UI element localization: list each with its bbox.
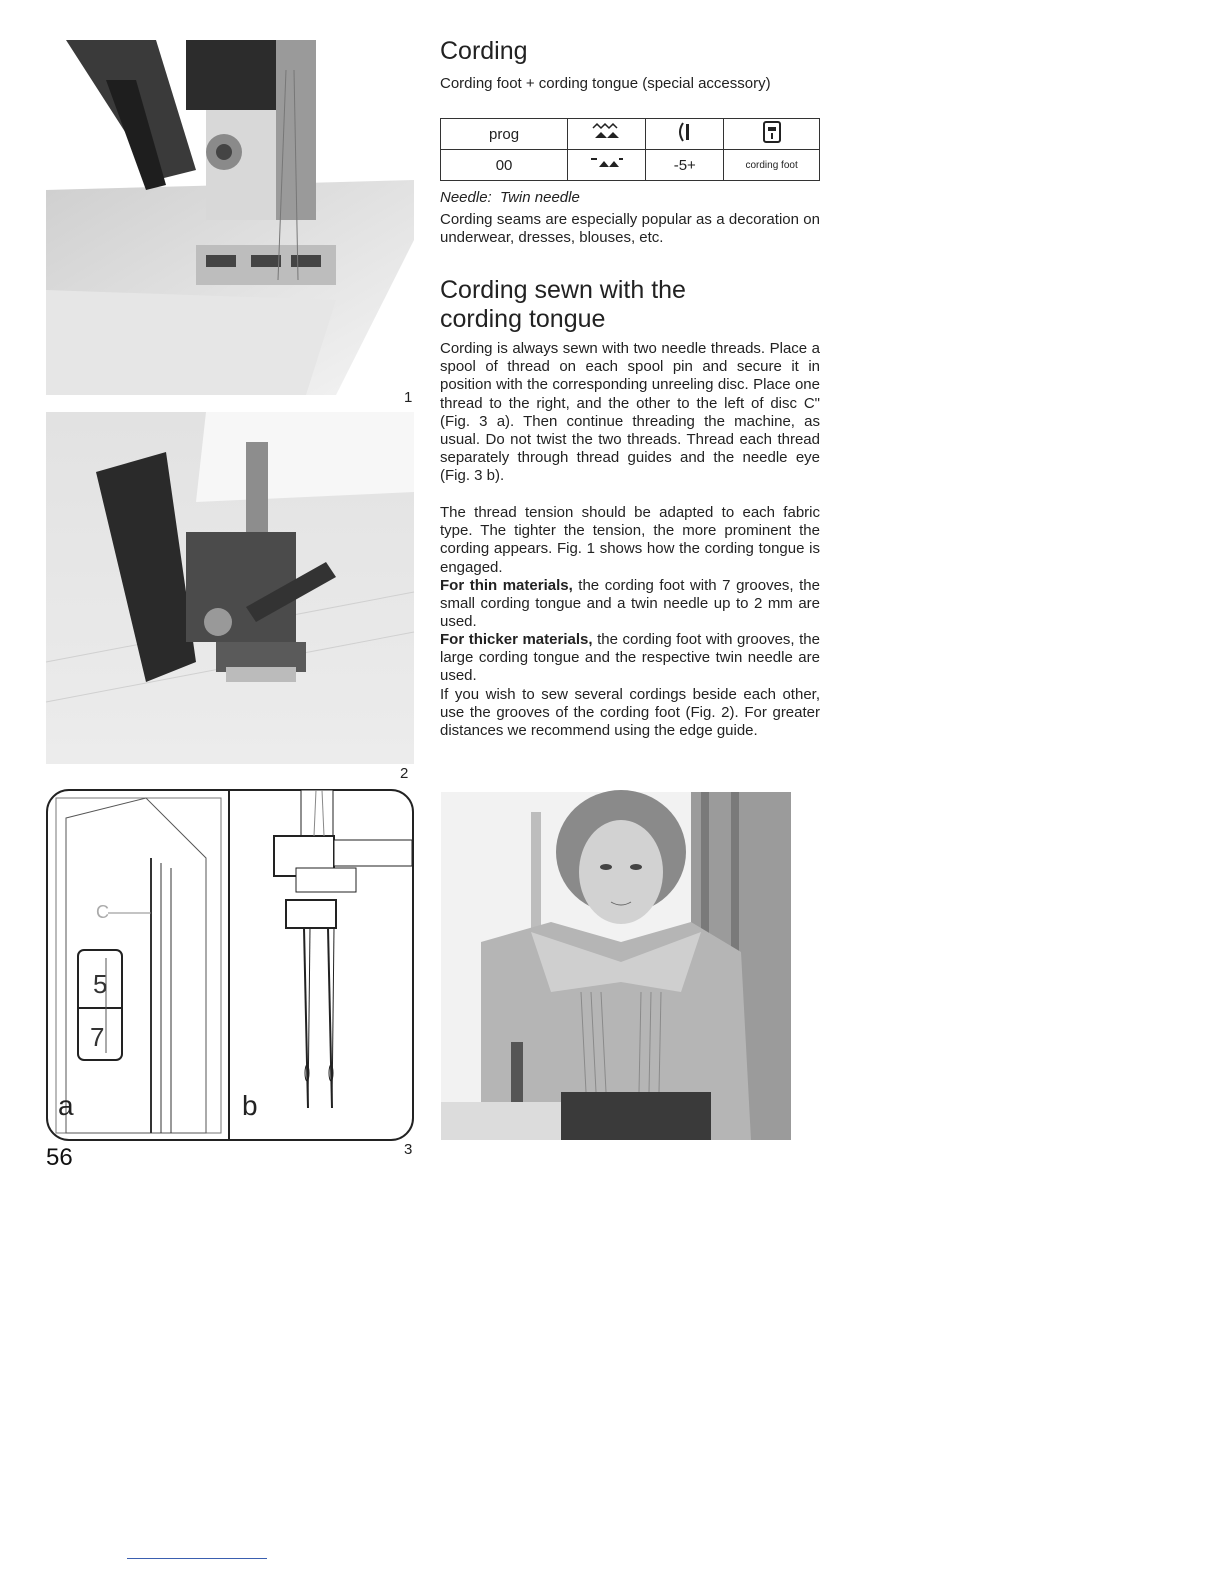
program-header: prog — [441, 119, 568, 150]
figure-2-label: 2 — [400, 765, 409, 782]
presser-foot-photo-icon — [46, 412, 414, 764]
paragraph-threading: Cording is always sewn with two needle threads. Place a spool of thread on each spool pin and secure it in position with the corresponding unreeling disc. Place one thread to the right, and the other to the left of disc C" (Fig. 3 a). Then continue threading the machine, as usual. Do not twist the two threads. Thread each thread separately through thread guides and the needle eye (Fig. 3 b). — [440, 340, 820, 485]
woman-in-corded-blouse-photo-icon — [441, 792, 791, 1140]
cording-description: Cording seams are especially popular as a decoration on underwear, dresses, blouses, etc. — [440, 211, 820, 247]
figure-2-photo — [46, 412, 414, 764]
figure-3-diagram — [46, 788, 416, 1142]
text-column — [438, 30, 820, 770]
needle-value: Twin needle — [500, 189, 580, 206]
svg-text:C: C — [96, 902, 109, 922]
stitch-pattern-icon — [568, 119, 646, 150]
paragraph-several-cordings: If you wish to sew several cordings beside each other, use the grooves of the cording foot (Fig. 2). For greater distances we recommend using the edge guide. — [440, 686, 820, 740]
page-number: 56 — [46, 1144, 73, 1171]
footer-rule — [127, 1558, 267, 1559]
program-value: 00 — [441, 150, 568, 181]
presser-foot-icon — [724, 119, 820, 150]
stitch-length-value: -5+ — [646, 150, 724, 181]
title-line-2: cording tongue — [440, 305, 606, 333]
thin-materials-lead: For thin materials, — [440, 577, 573, 594]
presser-foot-value: cording foot — [724, 150, 820, 181]
figure-3a-label: a — [58, 1090, 74, 1121]
figure-1-photo — [46, 40, 414, 395]
paragraph-thin-materials — [440, 577, 820, 632]
thick-materials-text: the cording foot with grooves, the large cording tongue and the respective twin needle are used. — [440, 631, 820, 685]
thick-materials-lead: For thicker materials, — [440, 631, 593, 648]
section-title-cording: Cording — [440, 37, 528, 65]
settings-table — [440, 118, 820, 181]
figure-3b-label: b — [242, 1090, 258, 1121]
figure-3-label: 3 — [404, 1141, 413, 1158]
paragraph-thick-materials — [440, 631, 820, 686]
figure-1-label: 1 — [404, 389, 413, 406]
thin-materials-text: the cording foot with 7 grooves, the small cording tongue and a twin needle up to 2 mm are used. — [440, 577, 820, 631]
title-line-1: Cording sewn with the — [440, 276, 686, 304]
cording-intro: Cording foot + cording tongue (special accessory) — [440, 75, 771, 92]
dial-bottom-value: 7 — [90, 1022, 105, 1052]
needle-line — [440, 189, 580, 207]
sewing-machine-photo-icon — [46, 40, 414, 395]
settings-value-row — [441, 150, 820, 181]
woman-photo — [441, 792, 791, 1140]
needle-label: Needle: — [440, 189, 492, 206]
settings-header-row — [441, 119, 820, 150]
dial-top-value: 5 — [93, 969, 108, 999]
paragraph-tension: The thread tension should be adapted to each fabric type. The tighter the tension, the more prominent the cording appears. Fig. 1 shows how the cording tongue is engaged. — [440, 504, 820, 576]
section-title-cording-tongue — [440, 276, 686, 334]
cording-stitch-icon — [568, 150, 646, 181]
stitch-length-icon — [646, 119, 724, 150]
threading-diagram-icon — [46, 788, 416, 1142]
